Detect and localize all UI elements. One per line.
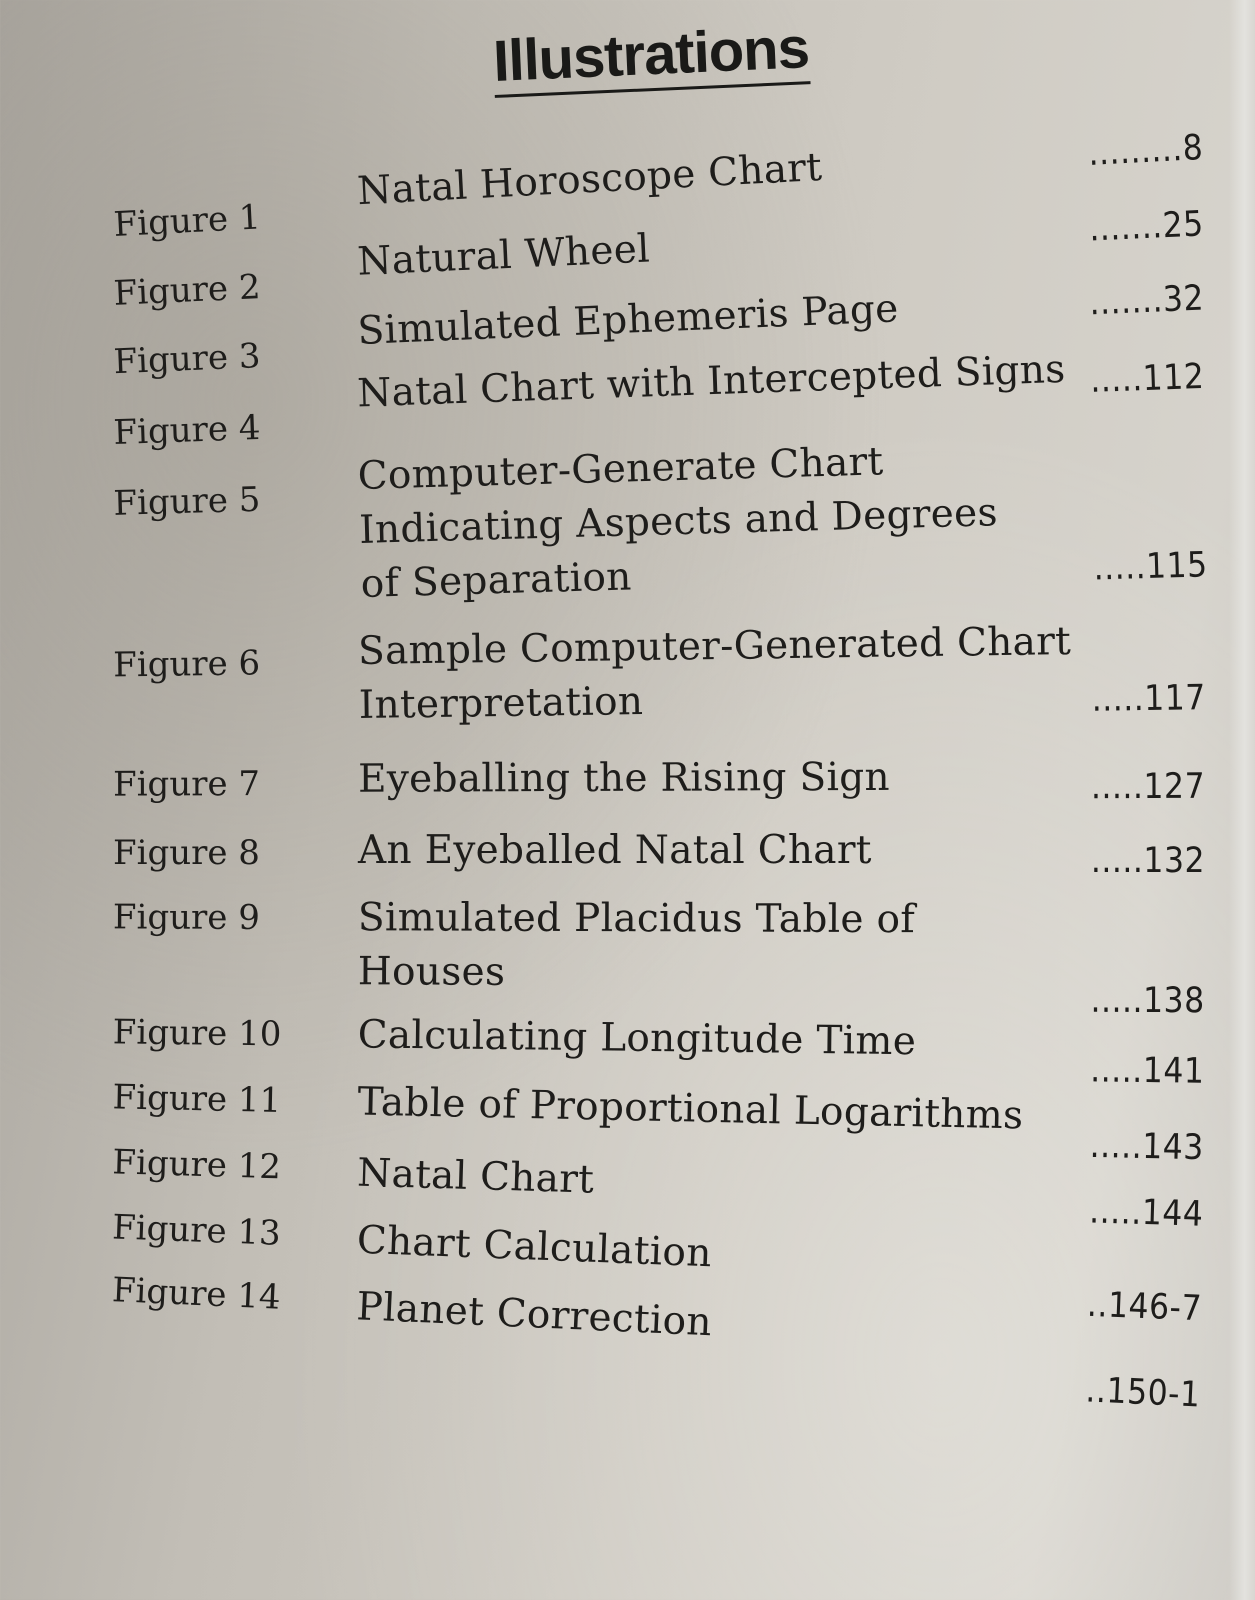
figure-page-number: .....143 — [1089, 1125, 1205, 1169]
figure-page-number: .....112 — [1089, 356, 1205, 401]
figure-title-line: Eyeballing the Rising Sign — [357, 754, 890, 802]
figure-label: Figure 11 — [112, 1077, 282, 1121]
figure-page-number: .......32 — [1088, 278, 1205, 324]
figure-title-line: Calculating Longitude Time — [357, 1012, 917, 1065]
figure-title — [356, 282, 899, 358]
figure-title — [356, 1214, 713, 1281]
figure-title-line: of Separation — [360, 554, 633, 607]
figure-title-line: Natal Chart — [356, 1150, 595, 1203]
figure-row — [0, 1012, 1255, 1092]
figure-label: Figure 8 — [113, 833, 260, 873]
figure-title — [357, 1008, 916, 1069]
figure-title — [356, 223, 651, 290]
figure-label: Figure 13 — [111, 1207, 282, 1254]
figure-row — [0, 619, 1255, 728]
figure-title-line: Planet Correction — [355, 1284, 713, 1346]
figure-label: Figure 2 — [112, 267, 262, 314]
figure-title — [356, 1147, 594, 1208]
figure-title-line: Chart Calculation — [356, 1217, 713, 1277]
figure-page-number: .....117 — [1091, 678, 1207, 720]
figure-page-number: .....138 — [1090, 980, 1205, 1022]
figure-title-line: Simulated Ephemeris Page — [356, 286, 900, 354]
figure-row — [0, 895, 1255, 1022]
figure-title-line: Interpretation — [358, 678, 644, 728]
figure-page-number: .....141 — [1090, 1050, 1205, 1092]
figure-title — [358, 751, 890, 807]
figure-title — [357, 432, 1000, 611]
figure-label: Figure 4 — [112, 407, 262, 454]
figure-title — [356, 343, 1066, 422]
figure-label: Figure 10 — [112, 1012, 282, 1055]
figure-page-number: ..150-1 — [1084, 1370, 1202, 1416]
figure-title-line: Natal Horoscope Chart — [356, 144, 824, 215]
figure-page-number: .....144 — [1088, 1191, 1204, 1235]
figure-label: Figure 6 — [112, 643, 261, 686]
figure-label: Figure 3 — [112, 336, 262, 383]
figure-page-number: .......25 — [1088, 204, 1205, 250]
figure-page-number: .....115 — [1092, 545, 1209, 589]
figure-label: Figure 7 — [112, 764, 261, 805]
figure-title — [357, 1075, 1024, 1143]
figure-label: Figure 5 — [112, 479, 261, 524]
figure-title-line: Indicating Aspects and Degrees — [358, 489, 999, 553]
figure-title — [358, 615, 1073, 733]
figure-title-line: Natural Wheel — [356, 226, 651, 285]
figure-label: Figure 9 — [112, 897, 260, 938]
figure-page-number: ..146-7 — [1086, 1284, 1203, 1330]
figure-page-number: .....127 — [1090, 766, 1206, 808]
figure-label: Figure 14 — [111, 1270, 282, 1318]
figure-page-number: .....132 — [1090, 841, 1205, 881]
figure-title — [356, 141, 824, 219]
figure-label: Figure 12 — [111, 1142, 282, 1188]
figure-row — [0, 828, 1255, 881]
figure-title-line: Computer-Generate Chart — [357, 439, 885, 499]
figure-title-line: Table of Proportional Logarithms — [357, 1079, 1024, 1139]
figure-row — [0, 1268, 1254, 1416]
figure-title-line: An Eyeballed Natal Chart — [358, 828, 872, 873]
figure-title — [358, 824, 872, 878]
figure-page-number: .........8 — [1087, 127, 1205, 174]
figure-row — [0, 754, 1255, 808]
figure-title — [355, 1280, 713, 1350]
figure-label: Figure 1 — [112, 197, 262, 246]
page-title: Illustrations — [492, 18, 810, 98]
figure-title-line: Sample Computer-Generated Chart — [357, 619, 1072, 674]
figure-title-line: Natal Chart with Intercepted Signs — [356, 346, 1067, 417]
figure-row — [0, 439, 1255, 607]
figure-title-line: Houses — [357, 949, 506, 995]
figure-title-line: Simulated Placidus Table of — [357, 895, 916, 943]
figure-title — [358, 891, 915, 1001]
page-edge — [1229, 0, 1255, 1600]
